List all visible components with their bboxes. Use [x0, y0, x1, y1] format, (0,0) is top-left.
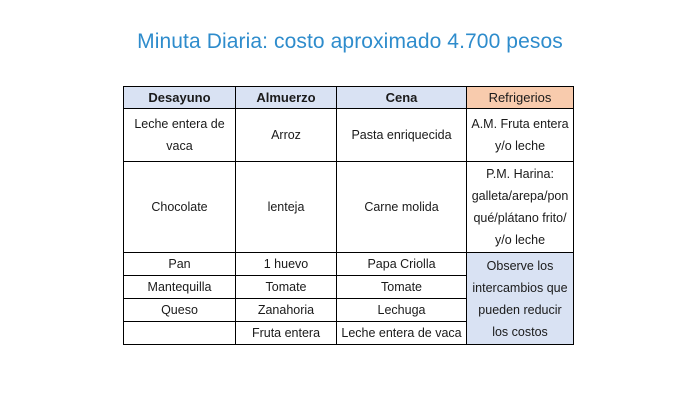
cell-cena: Leche entera de vaca: [337, 322, 467, 345]
cell-almuerzo: Arroz: [236, 109, 337, 162]
cell-almuerzo: 1 huevo: [236, 253, 337, 276]
cell-desayuno: Pan: [124, 253, 236, 276]
cell-cena: Pasta enriquecida: [337, 109, 467, 162]
cell-cena: Lechuga: [337, 299, 467, 322]
cell-desayuno: [124, 109, 236, 162]
header-refrigerios: Refrigerios: [467, 87, 574, 109]
cell-refrigerios: [467, 162, 574, 253]
table-row: [124, 109, 574, 162]
cell-desayuno: Queso: [124, 299, 236, 322]
cell-desayuno: Chocolate: [124, 162, 236, 253]
cell-line: vaca: [166, 139, 193, 153]
cell-line: P.M. Harina:: [486, 167, 554, 181]
cell-almuerzo: Fruta entera: [236, 322, 337, 345]
cell-almuerzo: Tomate: [236, 276, 337, 299]
note-line: intercambios que: [472, 280, 568, 295]
header-desayuno: Desayuno: [124, 87, 236, 109]
cell-refrigerios: [467, 109, 574, 162]
page-title: Minuta Diaria: costo aproximado 4.700 pesos: [137, 30, 563, 53]
menu-table: [123, 86, 574, 345]
cell-line: A.M. Fruta entera: [471, 117, 569, 131]
note-line: Observe los: [486, 258, 554, 273]
cell-line: galleta/arepa/pon: [471, 189, 569, 203]
header-row: [124, 87, 574, 109]
table-row: [124, 162, 574, 253]
note-line: los costos: [492, 324, 548, 339]
cell-cena: Papa Criolla: [337, 253, 467, 276]
note-cell: [467, 253, 574, 345]
cell-cena: Carne molida: [337, 162, 467, 253]
header-cena: Cena: [337, 87, 467, 109]
table-row: [124, 253, 574, 276]
header-almuerzo: Almuerzo: [236, 87, 337, 109]
cell-line: y/o leche: [494, 139, 546, 153]
cell-almuerzo: lenteja: [236, 162, 337, 253]
cell-desayuno: Mantequilla: [124, 276, 236, 299]
cell-almuerzo: Zanahoria: [236, 299, 337, 322]
cell-line: Leche entera de: [134, 117, 225, 131]
cell-line: y/o leche: [494, 233, 546, 247]
cell-line: qué/plátano frito/: [473, 211, 567, 225]
cell-desayuno: [124, 322, 236, 345]
cell-cena: Tomate: [337, 276, 467, 299]
note-line: pueden reducir: [478, 302, 562, 317]
